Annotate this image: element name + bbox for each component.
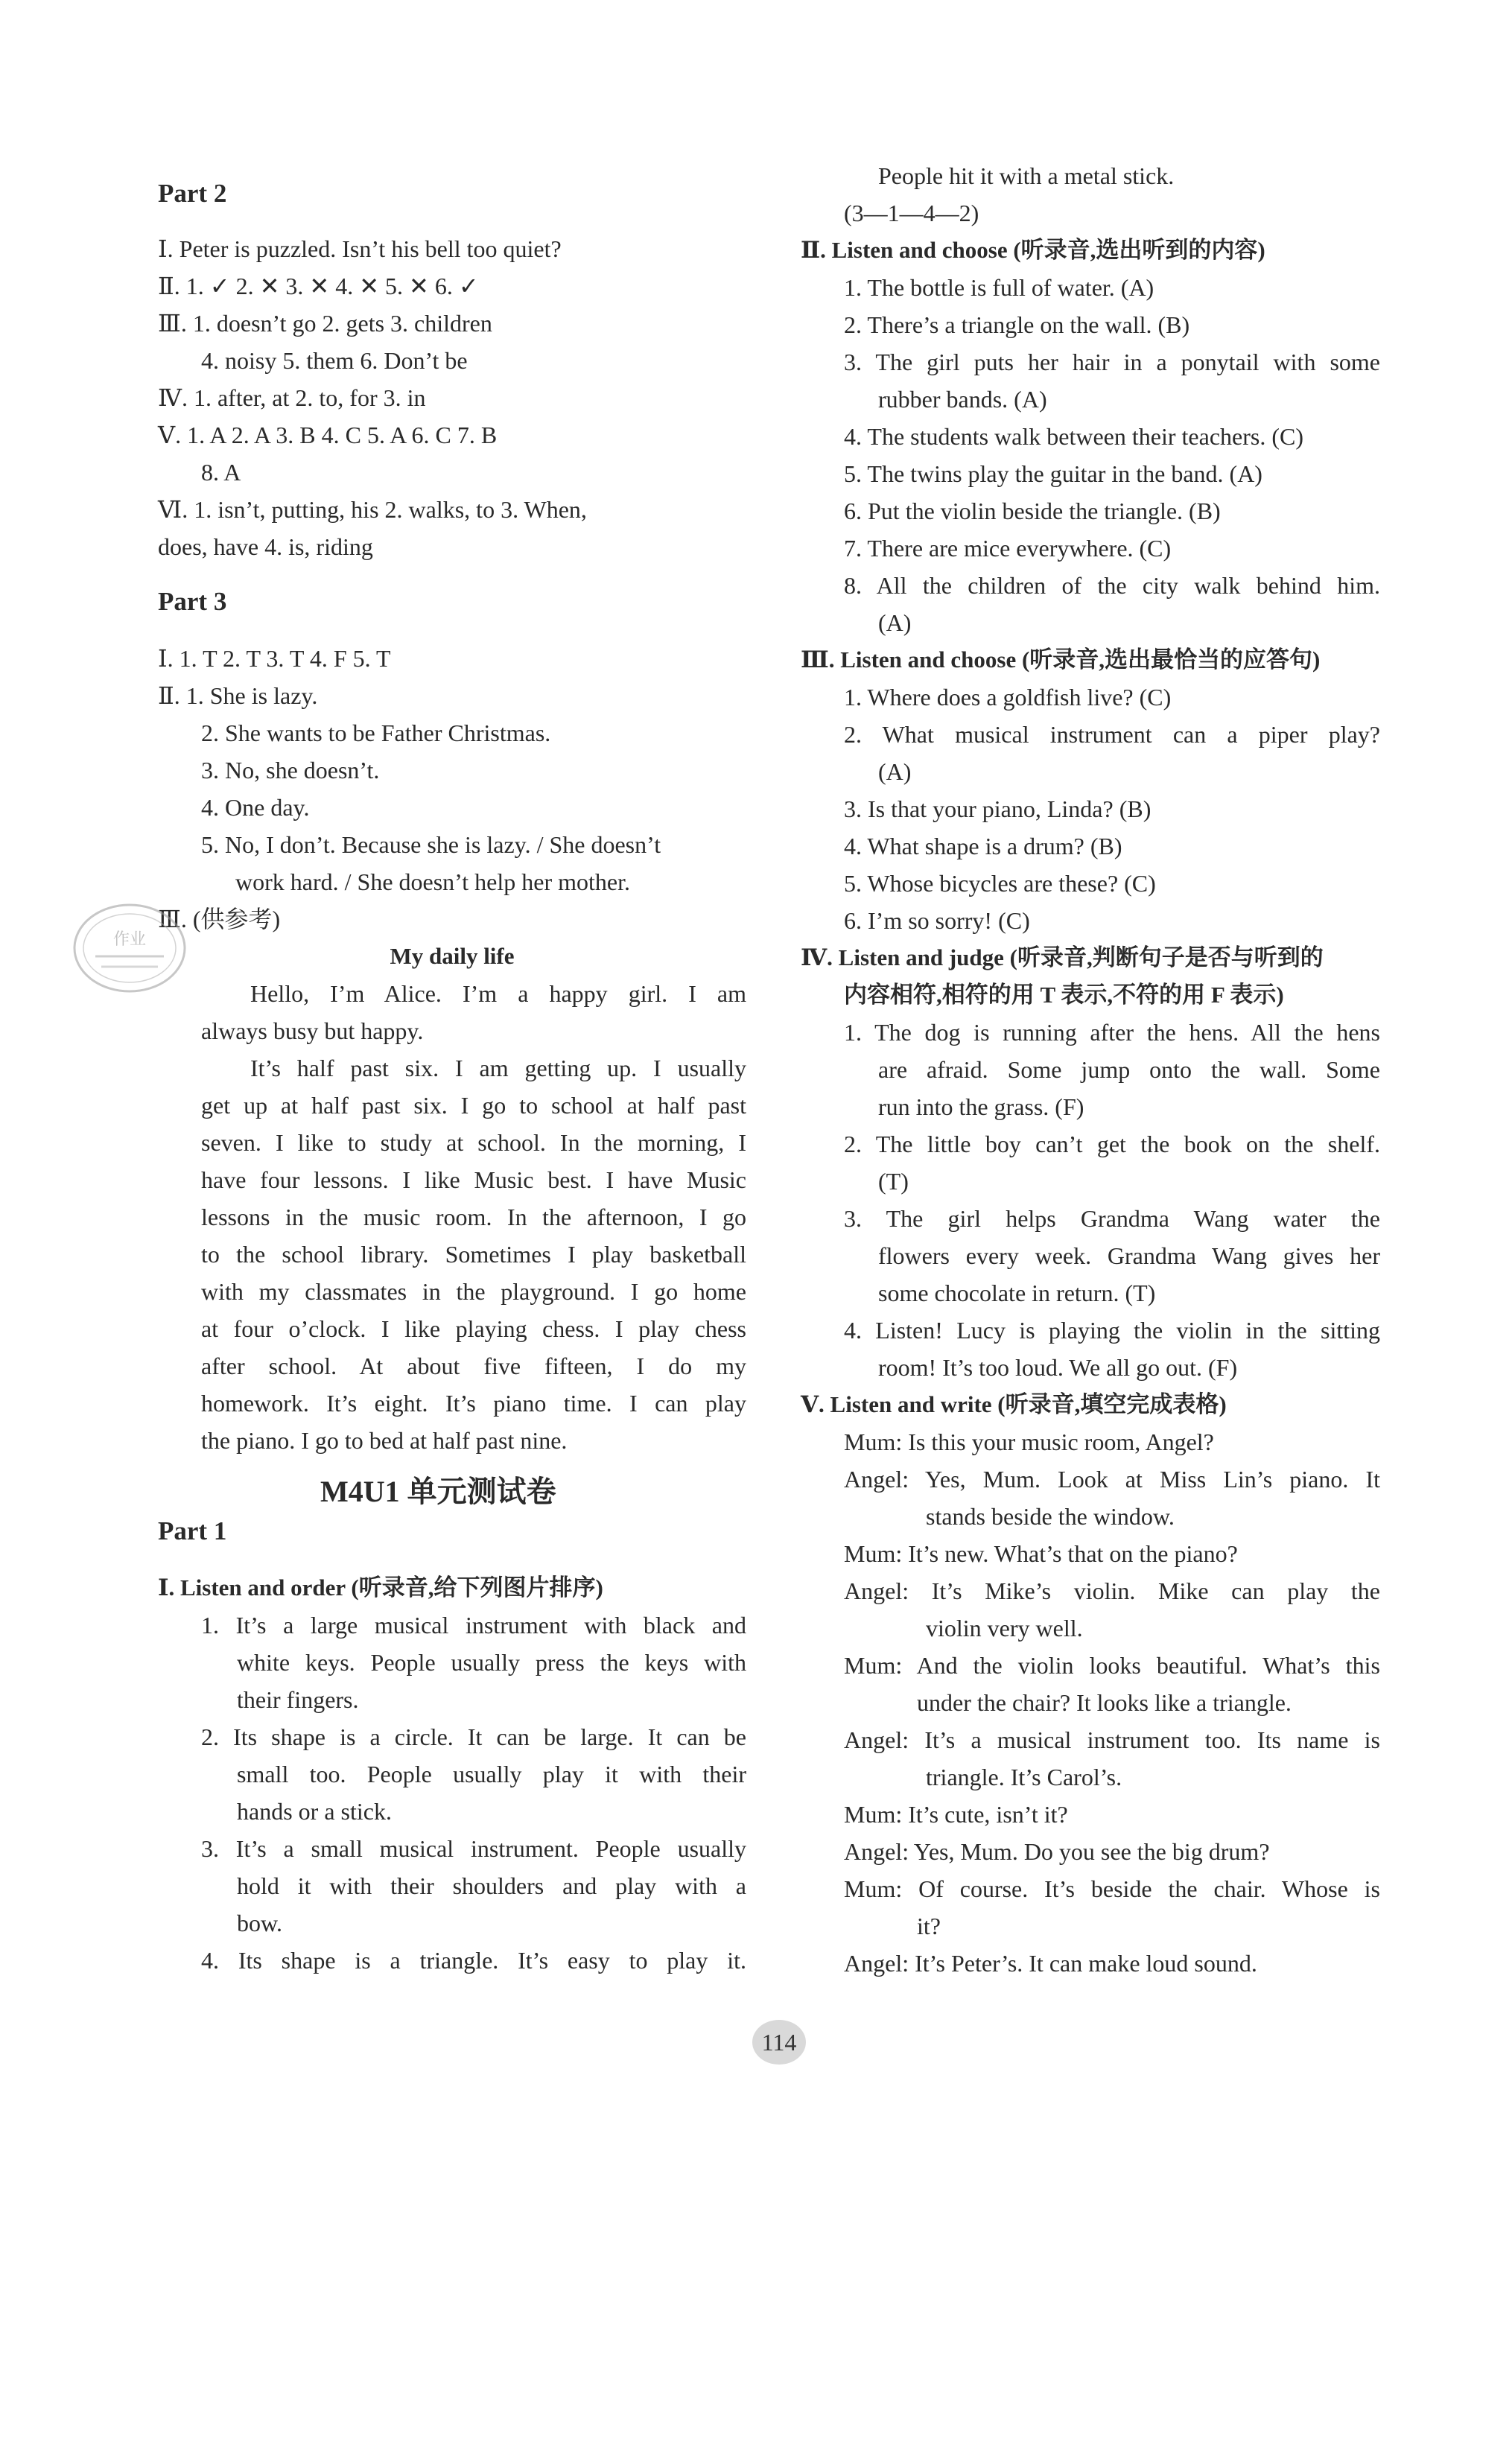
answer-line: 2. She wants to be Father Christmas. (201, 719, 551, 746)
part1-title: Part 1 (158, 1516, 227, 1545)
essay-line: after school. At about five fifteen, I do my (201, 1353, 746, 1379)
question-line: some chocolate in return. (T) (878, 1280, 1156, 1306)
question-line: (T) (878, 1168, 909, 1195)
section-heading: Ⅲ. Listen and choose (听录音,选出最恰当的应答句) (801, 646, 1321, 673)
question-line: flowers every week. Grandma Wang gives her (878, 1242, 1380, 1269)
dialogue-line: Angel: Yes, Mum. Do you see the big drum? (844, 1838, 1270, 1865)
answer-line: 4. One day. (201, 794, 310, 821)
dialogue-line: Angel: It’s Mike’s violin. Mike can play the (844, 1577, 1380, 1604)
question-line: hands or a stick. (237, 1798, 392, 1825)
question-line: are afraid. Some jump onto the wall. Some (878, 1056, 1380, 1083)
question-line: 6. Put the violin beside the triangle. (B) (844, 498, 1221, 524)
question-line: 3. The girl helps Grandma Wang water the (844, 1205, 1380, 1232)
answer-line: work hard. / She doesn’t help her mother. (235, 868, 630, 895)
dialogue-line: Angel: Yes, Mum. Look at Miss Lin’s piano. It (844, 1466, 1380, 1493)
question-line: 6. I’m so sorry! (C) (844, 907, 1030, 934)
question-line: 1. The dog is running after the hens. All the hens (844, 1019, 1380, 1046)
answer-line: Ⅰ. Peter is puzzled. Isn’t his bell too quiet? (158, 235, 562, 262)
question-line: 7. There are mice everywhere. (C) (844, 535, 1172, 562)
section-heading: Ⅴ. Listen and write (听录音,填空完成表格) (801, 1391, 1227, 1417)
unit-title: M4U1 单元测试卷 (320, 1475, 556, 1508)
answer-line: 4. noisy 5. them 6. Don’t be (201, 347, 468, 374)
section-heading: Ⅳ. Listen and judge (听录音,判断句子是否与听到的 (801, 944, 1324, 970)
dialogue-line: Mum: It’s cute, isn’t it? (844, 1801, 1068, 1828)
dialogue-line: Mum: It’s new. What’s that on the piano? (844, 1540, 1238, 1567)
answer-line: Ⅳ. 1. after, at 2. to, for 3. in (158, 384, 426, 411)
question-line: 1. It’s a large musical instrument with black and (201, 1612, 746, 1639)
homework-stamp-icon (72, 900, 188, 997)
essay-line: homework. It’s eight. It’s piano time. I can play (201, 1390, 746, 1417)
question-line: hold it with their shoulders and play with a (237, 1872, 746, 1899)
question-line: 2. Its shape is a circle. It can be large. It can be (201, 1723, 746, 1750)
question-line: 3. Is that your piano, Linda? (B) (844, 795, 1152, 822)
question-line: 2. The little boy can’t get the book on the shelf. (844, 1131, 1380, 1157)
question-line: People hit it with a metal stick. (878, 162, 1175, 189)
question-line: bow. (237, 1910, 283, 1936)
dialogue-line: Mum: Is this your music room, Angel? (844, 1428, 1214, 1455)
essay-line: get up at half past six. I go to school at half past (201, 1092, 746, 1119)
question-line: 4. What shape is a drum? (B) (844, 833, 1122, 859)
question-line: 3. It’s a small musical instrument. People usually (201, 1835, 746, 1862)
part3-title: Part 3 (158, 587, 227, 616)
section-heading: 内容相符,相符的用 T 表示,不符的用 F 表示) (844, 982, 1284, 1008)
question-line: room! It’s too loud. We all go out. (F) (878, 1354, 1238, 1381)
question-line: 5. The twins play the guitar in the band. (A) (844, 460, 1262, 487)
question-line: 1. The bottle is full of water. (A) (844, 274, 1154, 301)
essay-line: to the school library. Sometimes I play basketball (201, 1241, 746, 1268)
answer-order: (3—1—4—2) (844, 200, 979, 226)
answer-line: 5. No, I don’t. Because she is lazy. / She doesn’t (201, 831, 661, 858)
essay-line: with my classmates in the playground. I go home (201, 1278, 746, 1305)
answer-line: Ⅱ. 1. ✓ 2. ✕ 3. ✕ 4. ✕ 5. ✕ 6. ✓ (158, 273, 479, 299)
question-line: 2. What musical instrument can a piper play? (844, 721, 1380, 748)
essay-line: have four lessons. I like Music best. I have Music (201, 1166, 746, 1193)
answer-line: Ⅰ. 1. T 2. T 3. T 4. F 5. T (158, 645, 391, 672)
section-heading: Ⅱ. Listen and choose (听录音,选出听到的内容) (801, 237, 1265, 263)
question-line: small too. People usually play it with their (237, 1761, 746, 1787)
question-line: (A) (878, 758, 912, 785)
question-line: white keys. People usually press the keys with (237, 1649, 746, 1676)
dialogue-line: it? (917, 1913, 941, 1939)
answer-line: Ⅵ. 1. isn’t, putting, his 2. walks, to 3. When, (158, 496, 587, 523)
question-line: 4. Its shape is a triangle. It’s easy to play it. (201, 1947, 746, 1974)
dialogue-line: under the chair? It looks like a triangle. (917, 1689, 1292, 1716)
question-line: 3. The girl puts her hair in a ponytail with some (844, 349, 1380, 375)
page-number: 114 (752, 2020, 806, 2065)
dialogue-line: Angel: It’s a musical instrument too. Its name is (844, 1726, 1380, 1753)
dialogue-line: violin very well. (926, 1615, 1083, 1642)
question-line: 4. The students walk between their teachers. (C) (844, 423, 1303, 450)
question-line: 8. All the children of the city walk behind him. (844, 572, 1380, 599)
question-line: 1. Where does a goldfish live? (C) (844, 684, 1172, 711)
question-line: run into the grass. (F) (878, 1093, 1084, 1120)
essay-line: lessons in the music room. In the afternoon, I go (201, 1204, 746, 1230)
answer-line: Ⅱ. 1. She is lazy. (158, 682, 318, 709)
part2-title: Part 2 (158, 179, 227, 208)
essay-line: It’s half past six. I am getting up. I usually (250, 1055, 746, 1081)
section-heading: Ⅰ. Listen and order (听录音,给下列图片排序) (158, 1574, 603, 1601)
essay-line: the piano. I go to bed at half past nine. (201, 1427, 568, 1454)
answer-line: Ⅲ. (供参考) (158, 906, 281, 932)
dialogue-line: Mum: And the violin looks beautiful. What’s this (844, 1652, 1380, 1679)
dialogue-line: stands beside the window. (926, 1503, 1175, 1530)
essay-line: Hello, I’m Alice. I’m a happy girl. I am (250, 980, 746, 1007)
question-line: 5. Whose bicycles are these? (C) (844, 870, 1156, 897)
dialogue-line: triangle. It’s Carol’s. (926, 1764, 1122, 1790)
dialogue-line: Mum: Of course. It’s beside the chair. Whose is (844, 1875, 1380, 1902)
answer-line: 8. A (201, 459, 241, 486)
essay-line: seven. I like to study at school. In the morning, I (201, 1129, 746, 1156)
question-line: 4. Listen! Lucy is playing the violin in the sitting (844, 1317, 1380, 1344)
answer-line: does, have 4. is, riding (158, 533, 373, 560)
question-line: (A) (878, 609, 912, 636)
question-line: rubber bands. (A) (878, 386, 1047, 413)
question-line: 2. There’s a triangle on the wall. (B) (844, 311, 1190, 338)
answer-line: Ⅲ. 1. doesn’t go 2. gets 3. children (158, 310, 492, 337)
question-line: their fingers. (237, 1686, 359, 1713)
essay-line: at four o’clock. I like playing chess. I play chess (201, 1315, 746, 1342)
answer-line: Ⅴ. 1. A 2. A 3. B 4. C 5. A 6. C 7. B (158, 422, 498, 448)
essay-title: My daily life (390, 943, 515, 969)
essay-line: always busy but happy. (201, 1017, 424, 1044)
answer-line: 3. No, she doesn’t. (201, 757, 380, 784)
dialogue-line: Angel: It’s Peter’s. It can make loud sound. (844, 1950, 1257, 1977)
stamp-label: 作业 (112, 930, 147, 949)
